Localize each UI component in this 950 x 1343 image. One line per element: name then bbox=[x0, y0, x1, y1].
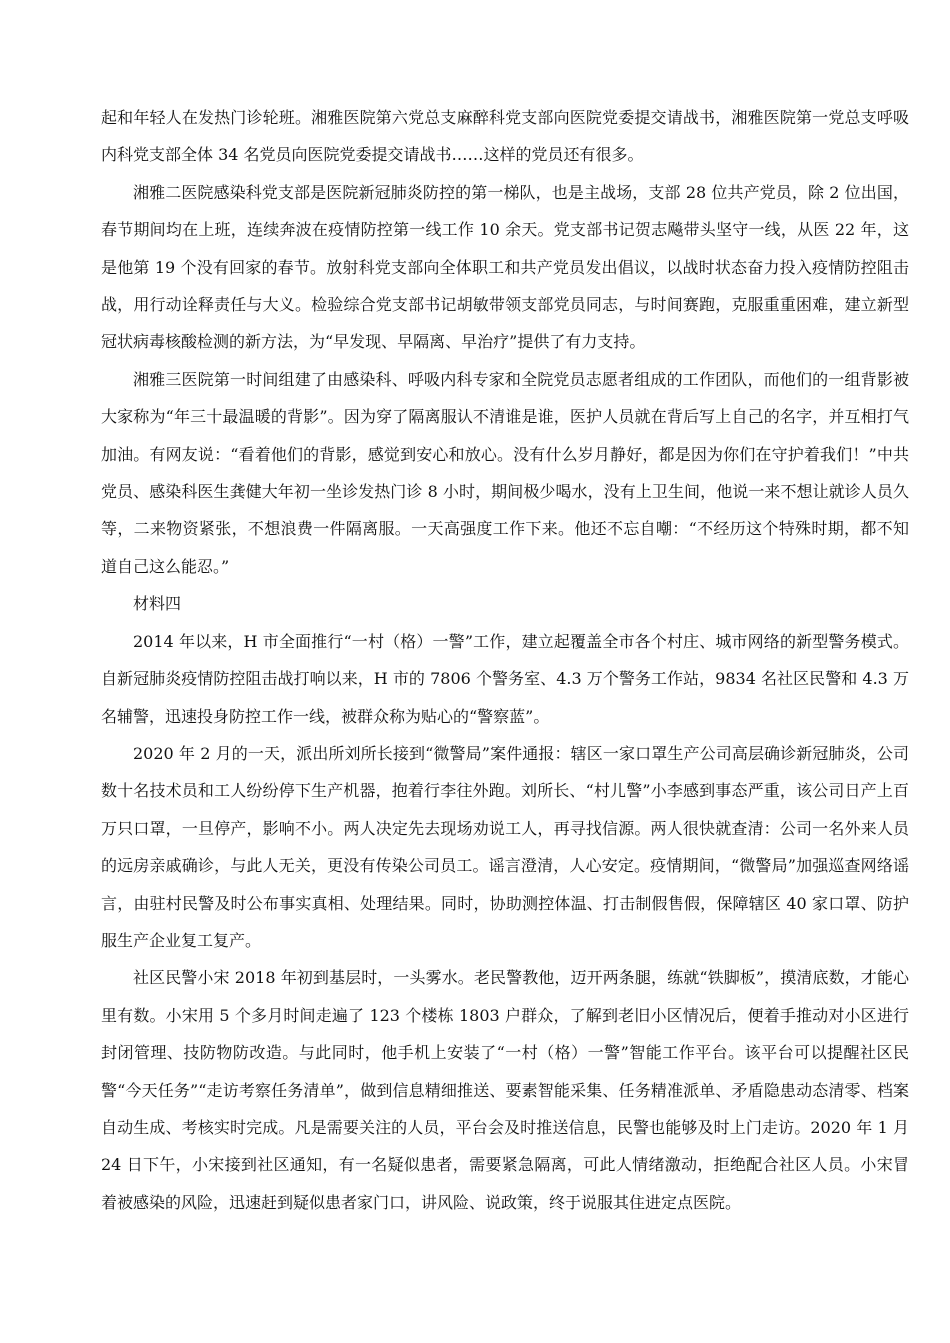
paragraph-4: 2014 年以来，H 市全面推行“一村（格）一警”工作，建立起覆盖全市各个村庄、城市网络的新型警务模式。自新冠肺炎疫情防控阻击战打响以来，H 市的 7806 个警务室、4.3 万个警务工作站，9834 名社区民警和 4.3 万名辅警，迅速投身防控工作一线，被群众称为贴心的“警察蓝”。 bbox=[101, 631, 909, 726]
section-heading-material-four: 材料四 bbox=[133, 594, 182, 614]
document-page bbox=[101, 99, 909, 1221]
paragraph-6: 社区民警小宋 2018 年初到基层时，一头雾水。老民警教他，迈开两条腿，练就“铁脚板”，摸清底数，才能心里有数。小宋用 5 个多月时间走遍了 123 个楼栋 1803 户群众，了解到老旧小区情况后，便着手推动对小区进行封闭管理、技防物防改造。与此同时，他手机上安装了“一村（格）一警”智能工作平台。该平台可以提醒社区民警“今天任务”“走访考察任务清单”，做到信息精细推送、要素智能采集、任务精准派单、矛盾隐患动态清零、档案自动生成、考核实时完成。凡是需要关注的人员，平台会及时推送信息，民警也能够及时上门走访。2020 年 1 月 24 日下午，小宋接到社区通知，有一名疑似患者，需要紧急隔离，可此人情绪激动，拒绝配合社区人员。小宋冒着被感染的风险，迅速赶到疑似患者家门口，讲风险、说政策，终于说服其住进定点医院。 bbox=[101, 968, 909, 1212]
paragraph-2: 湘雅二医院感染科党支部是医院新冠肺炎防控的第一梯队，也是主战场，支部 28 位共产党员，除 2 位出国，春节期间均在上班，连续奔波在疫情防控第一线工作 10 余天。党支部书记贺志飚带头坚守一线，从医 22 年，这是他第 19 个没有回家的春节。放射科党支部向全体职工和共产党员发出倡议，以战时状态奋力投入疫情防控阻击战，用行动诠释责任与大义。检验综合党支部书记胡敏带领支部党员同志，与时间赛跑，克服重重困难，建立新型冠状病毒核酸检测的新方法，为“早发现、早隔离、早治疗”提供了有力支持。 bbox=[101, 182, 909, 352]
paragraph-3: 湘雅三医院第一时间组建了由感染科、呼吸内科专家和全院党员志愿者组成的工作团队，而他们的一组背影被大家称为“年三十最温暖的背影”。因为穿了隔离服认不清谁是谁，医护人员就在背后写上自己的名字，并互相打气加油。有网友说：“看着他们的背影，感觉到安心和放心。没有什么岁月静好，都是因为你们在守护着我们！”中共党员、感染科医生龚健大年初一坐诊发热门诊 8 小时，期间极少喝水，没有上卫生间，他说一来不想让就诊人员久等，二来物资紧张，不想浪费一件隔离服。一天高强度工作下来。他还不忘自嘲：“不经历这个特殊时期，都不知道自己这么能忍。” bbox=[101, 369, 909, 576]
paragraph-5: 2020 年 2 月的一天，派出所刘所长接到“微警局”案件通报：辖区一家口罩生产公司高层确诊新冠肺炎，公司数十名技术员和工人纷纷停下生产机器，抱着行李往外跑。刘所长、“村儿警”小李感到事态严重，该公司日产上百万只口罩，一旦停产，影响不小。两人决定先去现场劝说工人，再寻找信源。两人很快就查清：公司一名外来人员的远房亲戚确诊，与此人无关，更没有传染公司员工。谣言澄清，人心安定。疫情期间，“微警局”加强巡查网络谣言，由驻村民警及时公布事实真相、处理结果。同时，协助测控体温、打击制假售假，保障辖区 40 家口罩、防护服生产企业复工复产。 bbox=[101, 743, 909, 950]
paragraph-1: 起和年轻人在发热门诊轮班。湘雅医院第六党总支麻醉科党支部向医院党委提交请战书，湘雅医院第一党总支呼吸内科党支部全体 34 名党员向医院党委提交请战书……这样的党员还有很多。 bbox=[101, 108, 909, 165]
